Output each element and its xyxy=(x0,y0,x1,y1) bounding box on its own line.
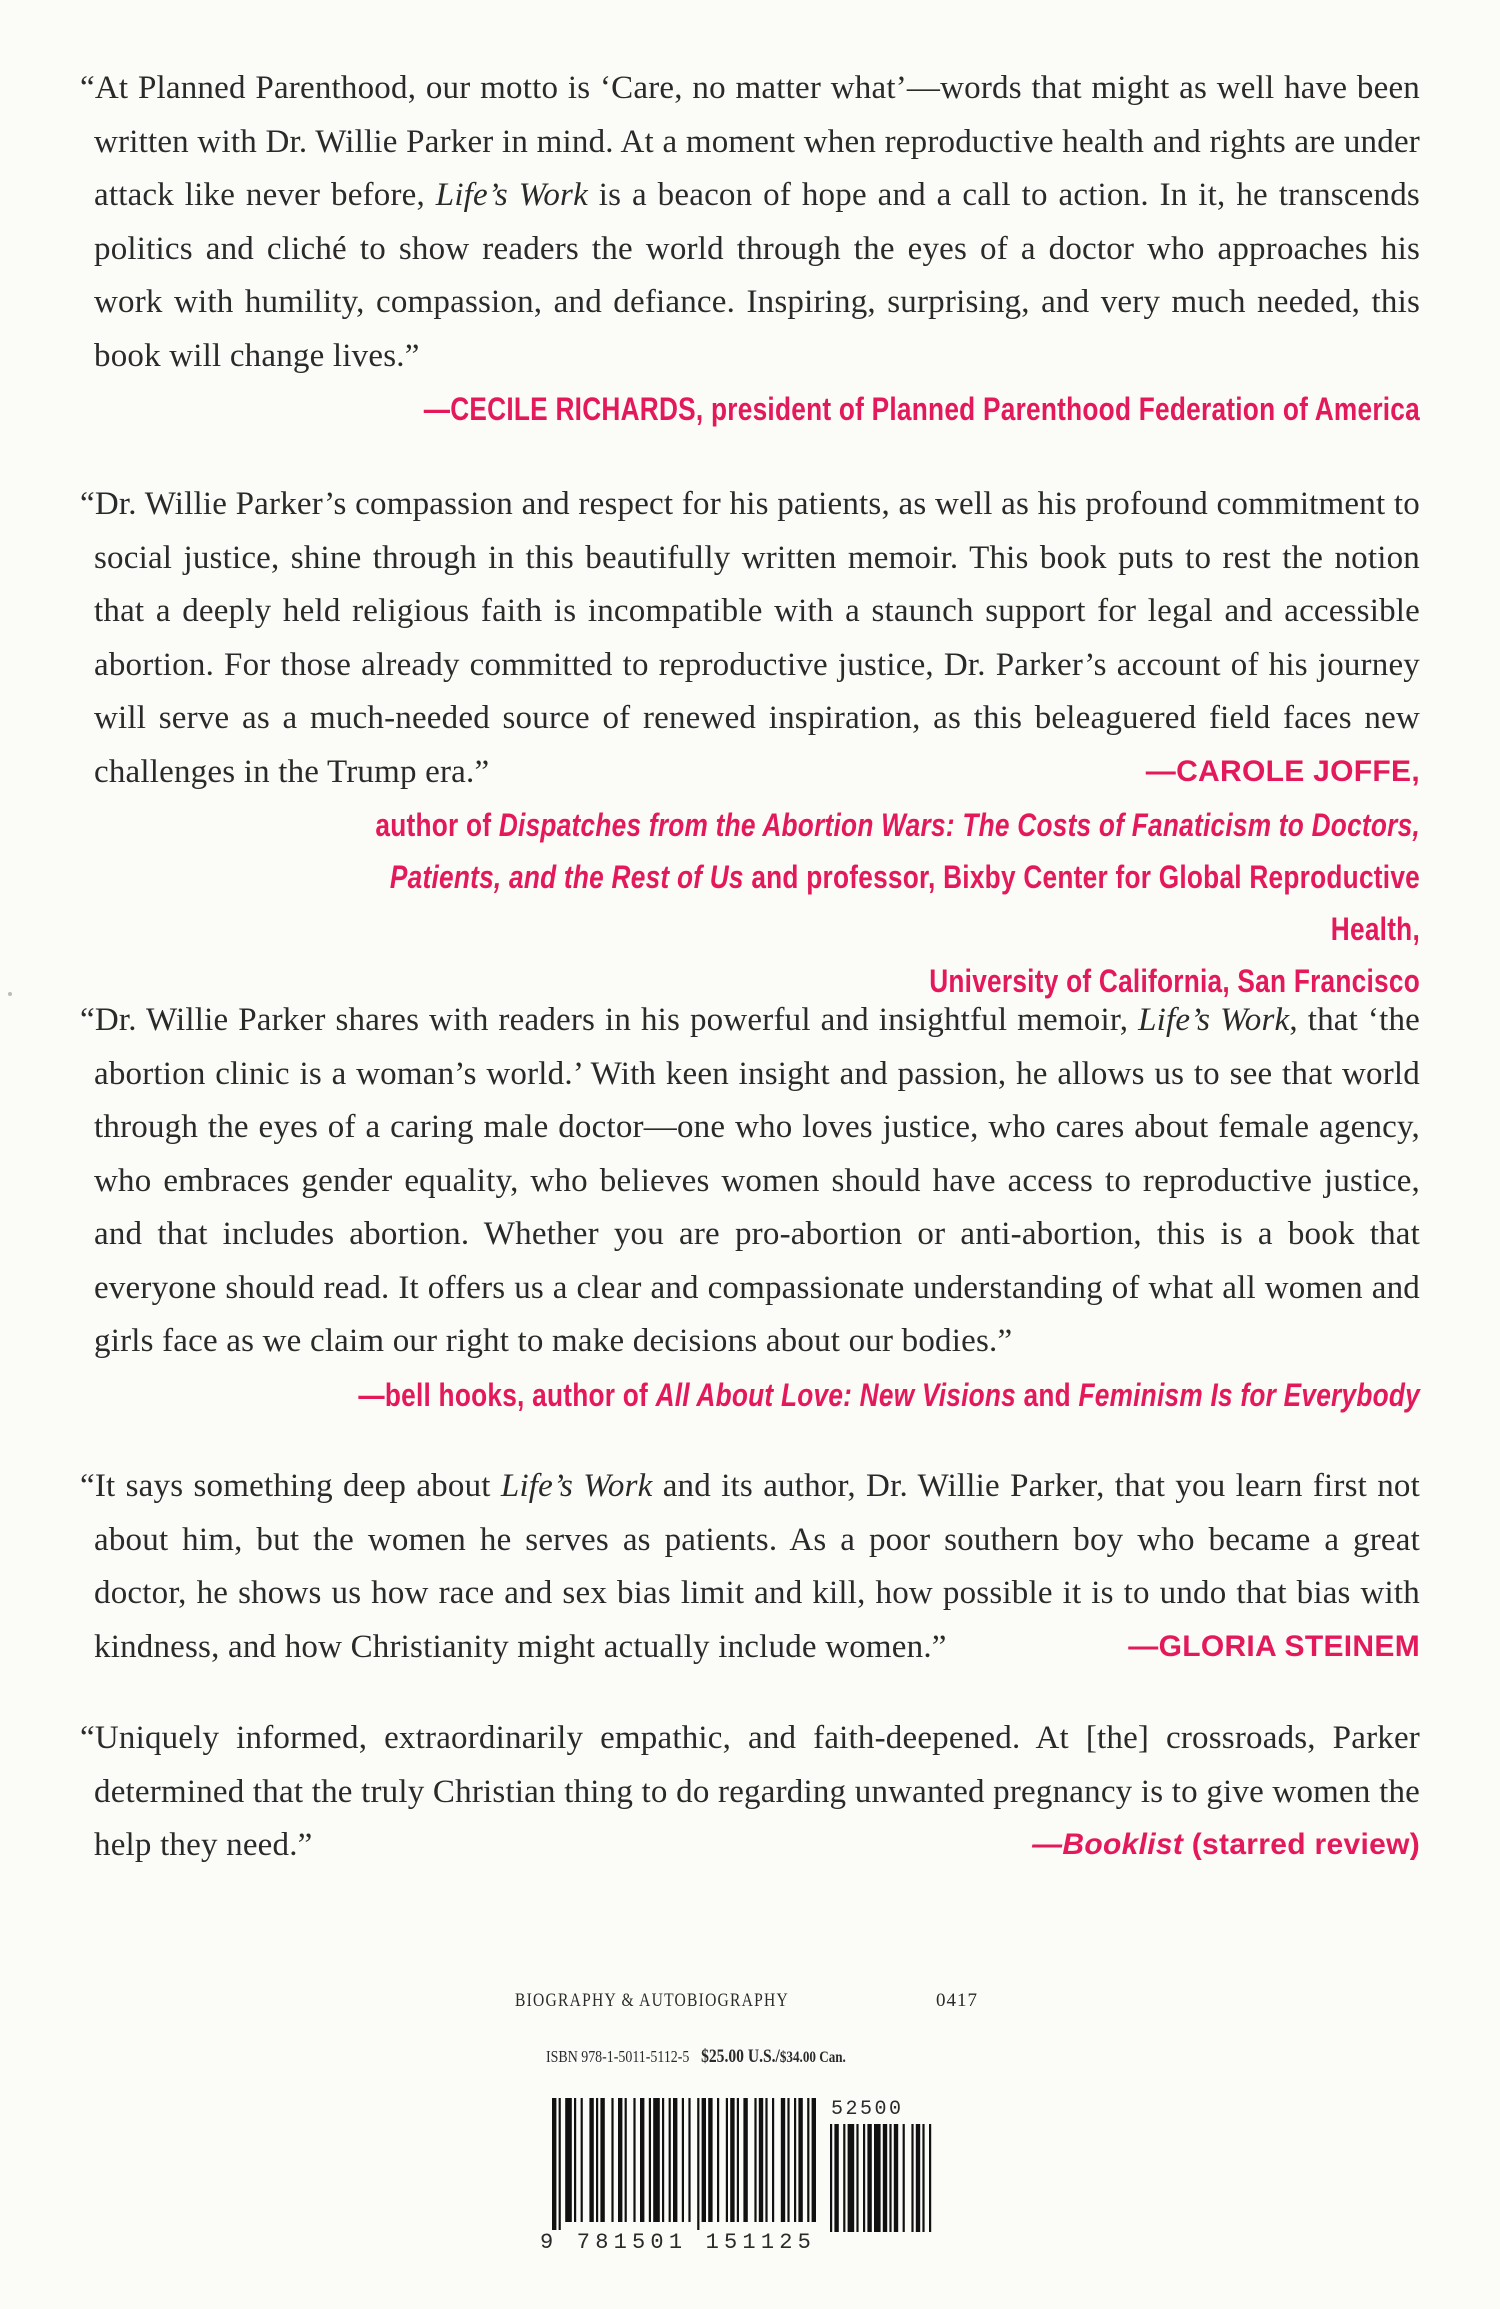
barcode-addon-bar xyxy=(874,2124,881,2232)
barcode-bar xyxy=(759,2098,763,2222)
blurb-text: “Uniquely informed, extraordinarily empathic, and faith-deepened. At [the] crossroads, Parker determined that the truly Christian thing to do regarding unwanted pregnancy is to give women the help they need.” —Booklist (starred review) xyxy=(80,1712,1420,1873)
blurb-attribution-name: —CAROLE JOFFE, xyxy=(1145,754,1420,788)
blurb-attribution: —Booklist (starred review) xyxy=(1032,1828,1420,1861)
barcode-addon-bar xyxy=(848,2124,855,2232)
barcode-bar xyxy=(730,2098,734,2222)
barcode-bar xyxy=(653,2098,660,2222)
blurb-attribution-detail: author of Dispatches from the Abortion Wars: The Costs of Fanaticism to Doctors, Patients, and the Rest of Us and professor, Bixby Center for Global Reproductive Health, xyxy=(375,807,1420,947)
barcode-bar xyxy=(611,2098,613,2222)
barcode-bar xyxy=(589,2098,593,2222)
barcode-bar xyxy=(812,2098,816,2222)
barcode-bar xyxy=(688,2098,690,2222)
barcode-addon-bar xyxy=(911,2124,913,2232)
print-speck xyxy=(8,992,12,996)
blurb-richards xyxy=(80,62,1420,435)
barcode-bar xyxy=(754,2098,756,2222)
barcode-bar xyxy=(625,2098,627,2222)
blurb-text: “It says something deep about Life’s Work and its author, Dr. Willie Parker, that you learn first not about him, but the women he serves as patients. As a poor southern boy who became a great doctor, he shows us how race and sex bias limit and kill, how possible it is to undo that bias with kindness, and how Christianity might actually include women.” —GLORIA STEINEM xyxy=(80,1460,1420,1674)
barcode-bar xyxy=(743,2098,747,2222)
isbn-price-line xyxy=(546,2046,846,2068)
barcode-bar xyxy=(794,2098,796,2222)
barcode-addon-bar xyxy=(863,2124,865,2232)
barcode-bars xyxy=(540,2098,970,2233)
barcode-bar xyxy=(633,2098,635,2222)
barcode-bar xyxy=(574,2098,576,2222)
blurb-text: “Dr. Willie Parker shares with readers in his powerful and insightful memoir, Life’s Work, that ‘the abortion clinic is a woman’s world.’ With keen insight and passion, he allows us to see that world through the eyes of a caring male doctor—one who loves justice, who cares about female agency, who embraces gender equality, who believes women should have access to reproductive justice, and that includes abortion. Whether you are pro-abortion or anti-abortion, this is a book that everyone should read. It offers us a clear and compassionate understanding of what all women and girls face as we claim our right to make decisions about our bodies.” xyxy=(80,1002,1420,1359)
price: $25.00 U.S./$34.00 Can. xyxy=(701,2046,846,2067)
barcode-addon-bar xyxy=(889,2124,891,2232)
barcode-bar xyxy=(649,2098,651,2222)
barcode-bar xyxy=(596,2098,598,2222)
barcode-number: 9 781501 151125 xyxy=(540,2230,817,2255)
barcode-bar xyxy=(772,2098,774,2222)
barcode-addon-bar xyxy=(894,2124,898,2232)
barcode-bar xyxy=(682,2098,684,2222)
barcode-bar xyxy=(702,2098,706,2222)
barcode-bar xyxy=(600,2098,604,2222)
barcode-bar xyxy=(673,2098,677,2222)
barcode-addon-bar xyxy=(922,2124,924,2232)
barcode-bar xyxy=(737,2098,739,2222)
blurb-attribution: —CECILE RICHARDS, president of Planned Parenthood Federation of America xyxy=(423,391,1420,427)
blurb-attribution: —GLORIA STEINEM xyxy=(1128,1629,1420,1663)
isbn: ISBN 978-1-5011-5112-5 xyxy=(546,2047,690,2066)
barcode-bar xyxy=(807,2098,809,2222)
barcode-addon-bar xyxy=(834,2124,838,2232)
blurb-steinem xyxy=(80,1460,1420,1674)
catalog-code: 0417 xyxy=(936,1990,978,2011)
barcode-bar xyxy=(581,2098,583,2222)
barcode-addon-number: 52500 xyxy=(831,2098,904,2121)
barcode-bar xyxy=(765,2098,767,2222)
bisac-category: BIOGRAPHY & AUTOBIOGRAPHY xyxy=(515,1990,790,2011)
barcode-addon-bar xyxy=(883,2124,887,2232)
blurb-text: “Dr. Willie Parker’s compassion and respect for his patients, as well as his profound commitment to social justice, shine through in this beautifully written memoir. This book puts to rest the notion that a deeply held religious faith is incompatible with a staunch support for legal and accessible abortion. For those already committed to reproductive justice, Dr. Parker’s account of his journey will serve as a much-needed source of renewed inspiration, as this beleaguered field faces new challenges in the Trump era.” —CAROLE JOFFE, xyxy=(80,478,1420,799)
barcode-bar xyxy=(669,2098,671,2222)
barcode-bar xyxy=(552,2098,556,2230)
barcode-bar xyxy=(781,2098,785,2222)
barcode-addon-bar xyxy=(830,2124,832,2232)
barcode-addon-bar xyxy=(916,2124,920,2232)
barcode xyxy=(540,2098,970,2258)
barcode-bar xyxy=(565,2098,572,2222)
barcode-bar xyxy=(717,2098,719,2222)
blurb-attribution: —bell hooks, author of All About Love: New Visions and Feminism Is for Everybody xyxy=(358,1376,1420,1413)
barcode-bar xyxy=(787,2098,789,2222)
barcode-bar xyxy=(618,2098,622,2222)
barcode-bar xyxy=(640,2098,644,2222)
blurb-attribution-affiliation: University of California, San Francisco xyxy=(929,963,1420,999)
barcode-addon-bar xyxy=(856,2124,858,2232)
barcode-addon-bar xyxy=(843,2124,845,2232)
barcode-addon-bar xyxy=(903,2124,905,2232)
barcode-bar xyxy=(726,2098,728,2222)
blurb-hooks xyxy=(80,994,1420,1421)
barcode-bar xyxy=(662,2098,664,2222)
barcode-bar xyxy=(697,2098,699,2230)
barcode-addon-bar xyxy=(867,2124,871,2232)
barcode-bar xyxy=(708,2098,712,2222)
blurb-joffe xyxy=(80,478,1420,1007)
barcode-addon-bar xyxy=(929,2124,931,2232)
barcode-bar xyxy=(559,2098,561,2230)
barcode-bar xyxy=(798,2098,802,2222)
blurb-text: “At Planned Parenthood, our motto is ‘Care, no matter what’—words that might as well have been written with Dr. Willie Parker in mind. At a moment when reproductive health and rights are under attack like never before, Life’s Work is a beacon of hope and a call to action. In it, he transcends politics and cliché to show readers the world through the eyes of a doctor who approaches his work with humility, compassion, and defiance. Inspiring, surprising, and very much needed, this book will change lives.” xyxy=(80,70,1420,374)
blurb-booklist xyxy=(80,1712,1420,1873)
